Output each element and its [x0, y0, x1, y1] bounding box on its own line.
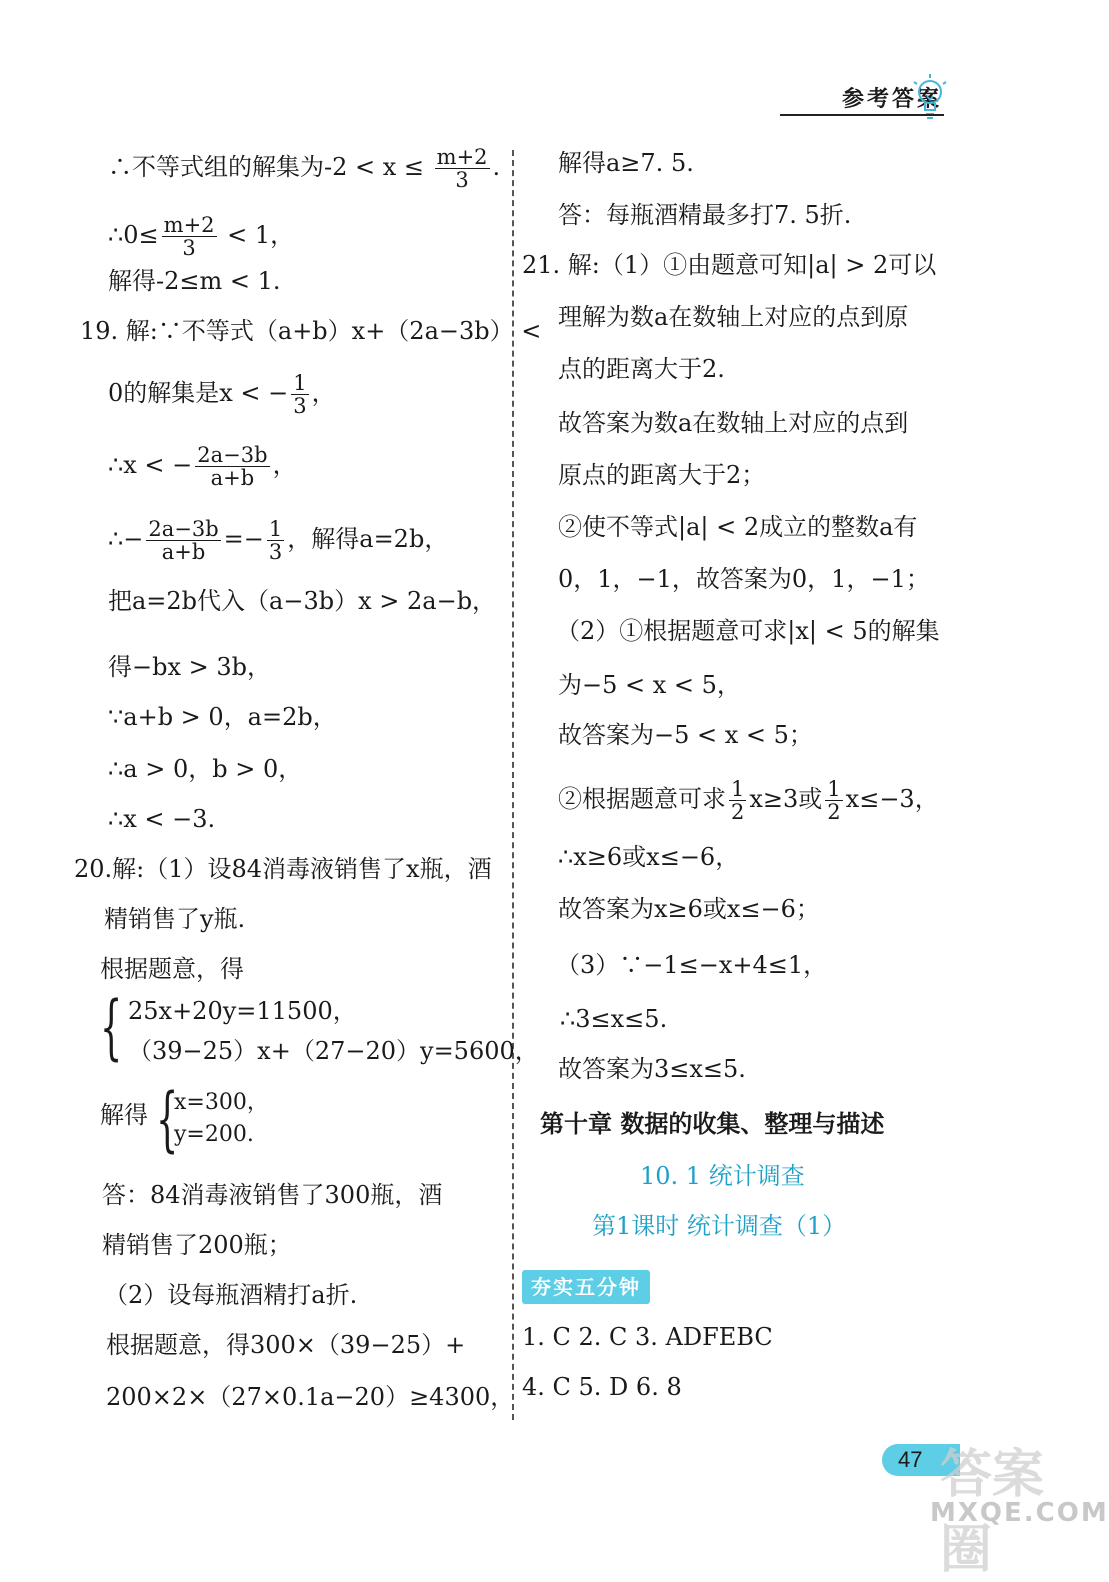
solution-line: 精销售了200瓶； — [102, 1231, 292, 1259]
section-badge: 夯实五分钟 — [522, 1270, 650, 1304]
solution-line: 故答案为x≥6或x≤−6； — [558, 895, 820, 923]
solution-line: 答：每瓶酒精最多打7. 5折. — [558, 201, 852, 229]
solution-line: 把a=2b代入（a−3b）x > 2a−b， — [108, 587, 497, 615]
answer-line: 1. C 2. C 3. ADFEBC — [522, 1323, 773, 1351]
solution-line: 得−bx > 3b， — [108, 653, 272, 681]
solution-line: 解得-2≤m < 1. — [108, 267, 281, 295]
solution-line: ∴a > 0，b > 0， — [108, 755, 303, 783]
header-rule — [780, 114, 944, 116]
page-number: 47 — [882, 1444, 960, 1476]
solution-line: （2）设每瓶酒精打a折. — [104, 1281, 358, 1309]
fraction: $\frac{2a-3b}{a+b}$ — [148, 517, 219, 564]
solution-line: 解得a≥7. 5. — [558, 149, 694, 177]
problem-19-line: 19. 解:∵不等式（a+b）x+（2a−3b） < — [80, 317, 542, 345]
solution-line: 0，1，−1，故答案为0，1，−1； — [558, 565, 930, 593]
solution-line: ②根据题意可求 $\frac{1}{2}$ x≥3或 $\frac{1}{2}$ x≤−3， — [558, 777, 939, 824]
solution-line: 0的解集是x < − $\frac{1}{3}$ ， — [108, 371, 336, 418]
solution-line: ∴不等式组的解集为-2 < x ≤ $\frac{m+2}{3}$ . — [108, 145, 501, 192]
equation-line: y=200. — [174, 1122, 254, 1147]
fraction: $\frac{1}{2}$ — [731, 777, 745, 824]
solution-line: 故答案为数a在数轴上对应的点到 — [558, 409, 909, 437]
solution-line: （3）∵−1≤−x+4≤1， — [556, 951, 828, 979]
solution-line: 根据题意，得300×（39−25）+ — [106, 1331, 466, 1359]
problem-21-line: 21. 解:（1）①由题意可知|a| > 2可以 — [522, 251, 937, 279]
solution-line: ∴x < −3. — [108, 805, 216, 833]
solution-line: （2）①根据题意可求|x| < 5的解集 — [556, 617, 940, 645]
solution-line: 理解为数a在数轴上对应的点到原 — [558, 303, 909, 331]
solution-line: 答：84消毒液销售了300瓶，酒 — [102, 1181, 443, 1209]
fraction: $\frac{2a-3b}{a+b}$ — [197, 443, 268, 490]
watermark-url: MXQE.COM — [930, 1498, 1109, 1528]
section-title: 10. 1 统计调查 — [640, 1162, 805, 1190]
solution-line: ∴x < − $\frac{2a-3b}{a+b}$ ， — [108, 443, 297, 490]
equation-line: 25x+20y=11500， — [128, 997, 357, 1025]
solution-line: 精销售了y瓶. — [104, 905, 246, 933]
left-brace: { — [156, 1078, 179, 1160]
solution-line: 解得 — [100, 1101, 148, 1129]
left-brace: { — [100, 986, 123, 1068]
solution-line: ∴− $\frac{2a-3b}{a+b}$ =− $\frac{1}{3}$ ，解得a=2b， — [108, 517, 449, 564]
equation-line: （39−25）x+（27−20）y=5600， — [128, 1037, 539, 1065]
fraction: $\frac{1}{3}$ — [268, 517, 283, 564]
solution-line: 点的距离大于2. — [558, 355, 725, 383]
chapter-title: 第十章 数据的收集、整理与描述 — [540, 1109, 885, 1138]
solution-line: ∴x≥6或x≤−6， — [558, 843, 740, 871]
fraction: $\frac{m+2}{3}$ — [163, 213, 215, 260]
lesson-title: 第1课时 统计调查（1） — [592, 1212, 847, 1240]
equation-line: x=300， — [174, 1090, 269, 1115]
problem-20-line: 20.解:（1）设84消毒液销售了x瓶，酒 — [74, 855, 492, 883]
solution-line: 故答案为−5 < x < 5； — [558, 721, 813, 749]
solution-line: 原点的距离大于2； — [558, 461, 766, 489]
fraction: $\frac{1}{3}$ — [293, 371, 307, 418]
solution-line: 为−5 < x < 5， — [558, 671, 741, 699]
solution-line: 200×2×（27×0.1a−20）≥4300， — [106, 1383, 515, 1411]
solution-line: ∵a+b > 0，a=2b， — [108, 703, 337, 731]
watermark-logo: 答案圈 — [940, 1445, 1045, 1580]
fraction: $\frac{m+2}{3}$ — [436, 145, 488, 192]
fraction: $\frac{1}{2}$ — [827, 777, 841, 824]
solution-line: ∴3≤x≤5. — [560, 1005, 668, 1033]
header-title: 参考答案 — [841, 86, 942, 112]
answer-line: 4. C 5. D 6. 8 — [522, 1373, 682, 1401]
solution-line: ∴0≤ $\frac{m+2}{3}$ < 1， — [108, 213, 295, 260]
solution-line: ②使不等式|a| < 2成立的整数a有 — [558, 513, 918, 541]
solution-line: 根据题意，得 — [100, 955, 244, 983]
solution-line: 故答案为3≤x≤5. — [558, 1055, 746, 1083]
